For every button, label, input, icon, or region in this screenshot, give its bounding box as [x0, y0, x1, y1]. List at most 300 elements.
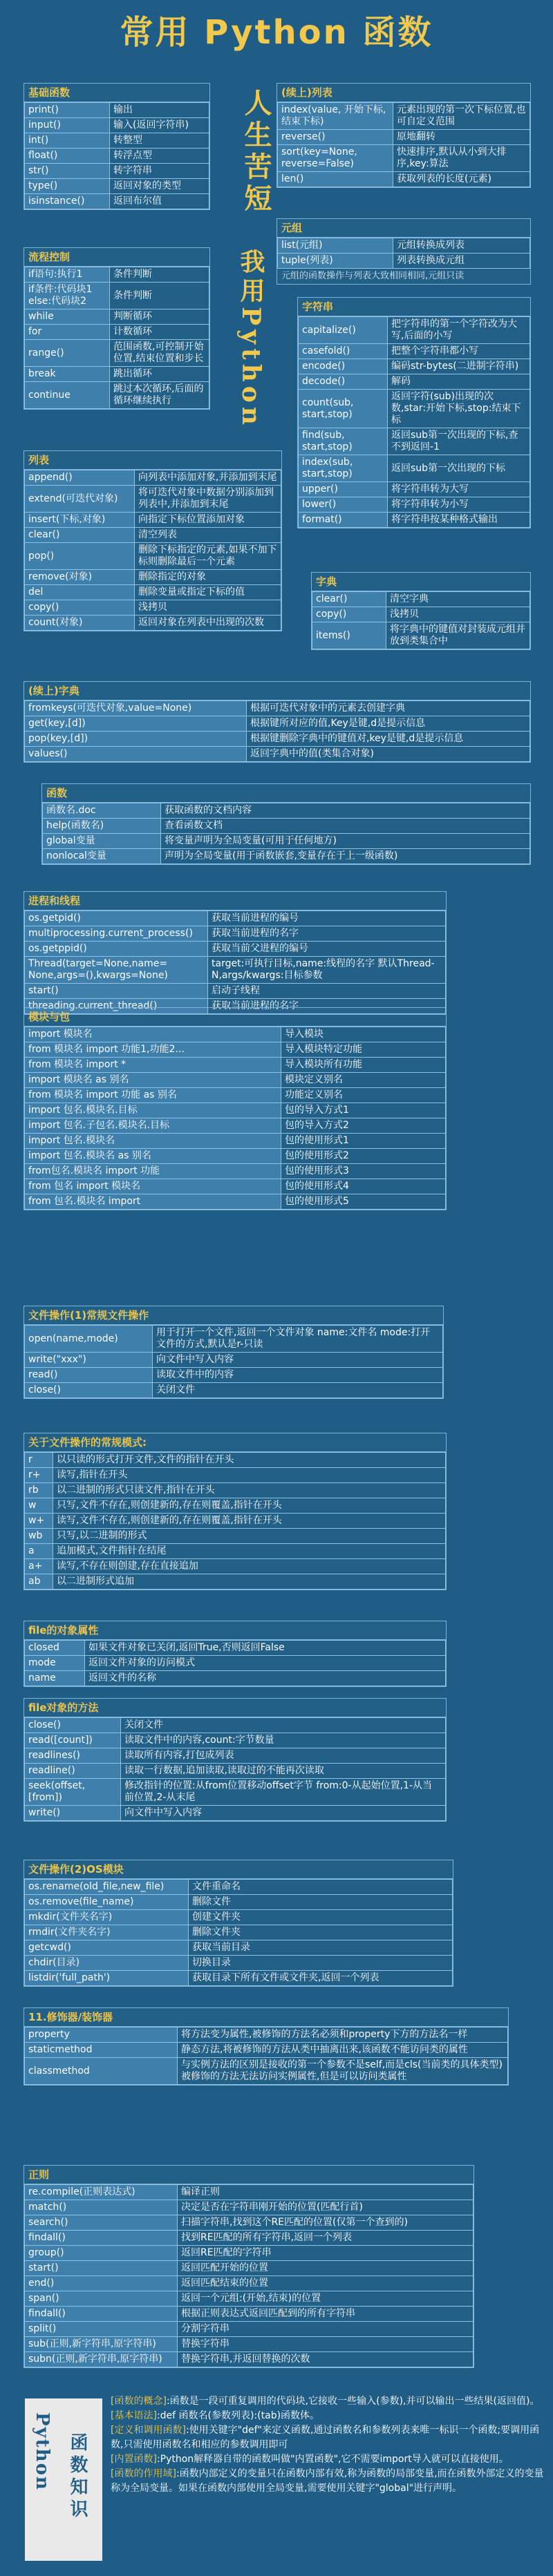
function-name-cell: sort(key=None, reverse=False) — [278, 145, 393, 172]
function-name-cell: closed — [25, 1641, 85, 1656]
function-name-cell: int() — [25, 133, 110, 149]
table-row — [25, 1925, 453, 1940]
table-row — [25, 340, 209, 367]
function-description-cell: 包的使用形式1 — [281, 1134, 446, 1149]
table-row — [25, 470, 281, 486]
table-row — [25, 2261, 474, 2276]
table-row — [299, 374, 530, 390]
tip-2-tag: [基本语法] — [111, 2410, 157, 2421]
function-table — [277, 238, 530, 269]
function-description-cell: 将可迭代对象中数据分别添加到列表中,并添加到末尾 — [135, 486, 281, 513]
function-name-cell: tuple(列表) — [278, 254, 393, 269]
table-row — [25, 2307, 474, 2322]
function-description-cell: 获取目录下所有文件或文件夹,返回一个列表 — [189, 1971, 453, 1986]
string-section — [297, 297, 531, 528]
function-description-cell: 编码str-bytes(二进制字符串) — [388, 359, 530, 374]
function-description-cell: 读取所有内容,打包成列表 — [121, 1748, 446, 1764]
file-ops-section — [24, 1306, 444, 1399]
function-description-cell: 以只读的形式打开文件,文件的指针在开头 — [53, 1453, 446, 1468]
function-description-cell: 读取文件中的内容,count:字节数量 — [121, 1733, 446, 1748]
dict-section — [311, 572, 531, 650]
table-row — [25, 267, 209, 283]
function-description-cell: 返回对象的类型 — [110, 179, 209, 194]
function-description-cell: 根据键删除字典中的键值对,key是键,d是提示信息 — [247, 732, 530, 747]
function-name-cell: format() — [299, 513, 388, 528]
table-row — [25, 1383, 443, 1398]
function-name-cell: len() — [278, 172, 393, 187]
function-description-cell: 返回匹配结束的位置 — [178, 2276, 474, 2291]
function-name-cell: from 模块名 import * — [25, 1058, 281, 1073]
table-row — [25, 1544, 446, 1559]
function-description-cell: 返回文件的名称 — [85, 1671, 446, 1686]
function-description-cell: 与实例方法的区别是接收的第一个参数不是self,而是cls(当前类的具体类型)被修饰的方法无法访问实例属性,但是可以访问类属性 — [178, 2058, 508, 2085]
function-description-cell: 把字符串的第一个字符改为大写,后面的小写 — [388, 317, 530, 344]
table-row — [25, 616, 281, 631]
table-row — [25, 2291, 474, 2307]
function-description-cell: 将字符串转为大写 — [388, 482, 530, 497]
function-name-cell: seek(offset, [from]) — [25, 1779, 121, 1806]
function-name-cell: r+ — [25, 1468, 53, 1483]
table-row — [25, 2043, 508, 2058]
function-description-cell: target:可执行目标,name:线程的名字 默认Thread-N,args/kwargs:目标参数 — [208, 957, 446, 984]
table-row — [25, 118, 209, 133]
function-table — [24, 910, 446, 1014]
section-title: 函数 — [42, 784, 530, 803]
function-name-cell: a — [25, 1544, 53, 1559]
function-description-cell: 导入模块特定功能 — [281, 1042, 446, 1058]
function-description-cell: 编译正则 — [178, 2185, 474, 2200]
function-description-cell: 获取当前目录 — [189, 1940, 453, 1956]
table-row — [25, 194, 209, 209]
table-row — [25, 2215, 474, 2231]
functions-section — [41, 783, 531, 865]
function-name-cell: ab — [25, 1574, 53, 1590]
table-row — [299, 455, 530, 482]
function-description-cell: 关闭文件 — [153, 1383, 443, 1398]
table-row — [25, 486, 281, 513]
function-name-cell: match() — [25, 2200, 178, 2215]
dict-continued-section — [24, 681, 531, 763]
function-description-cell: 返回一个元组:(开始,结束)的位置 — [178, 2291, 474, 2307]
function-name-cell: encode() — [299, 359, 388, 374]
function-name-cell: search() — [25, 2215, 178, 2231]
function-name-cell: split() — [25, 2322, 178, 2337]
function-description-cell: 将变量声明为全局变量(可用于任何地方) — [161, 834, 530, 849]
function-description-cell: 替换字符串 — [178, 2337, 474, 2352]
table-row — [25, 1656, 446, 1671]
table-row — [25, 367, 209, 382]
function-name-cell: help(函数名) — [43, 819, 161, 834]
function-name-cell: copy() — [25, 600, 135, 616]
function-name-cell: from包名.模块名 import 功能 — [25, 1164, 281, 1179]
function-description-cell: 跳过本次循环,后面的循环继续执行 — [110, 382, 209, 409]
function-name-cell: import 模块名 — [25, 1027, 281, 1042]
function-description-cell: 浅拷贝 — [386, 607, 530, 622]
function-name-cell: import 模块名 as 别名 — [25, 1073, 281, 1088]
table-row — [25, 325, 209, 340]
table-row — [25, 382, 209, 409]
function-description-cell: 根据正则表达式返回匹配到的所有字符串 — [178, 2307, 474, 2322]
function-name-cell: from 模块名 import 功能 as 别名 — [25, 1088, 281, 1103]
section-title: 文件操作(1)常规文件操作 — [24, 1306, 443, 1325]
tip-3-tag: [定义和调用函数] — [111, 2425, 186, 2436]
table-row — [299, 390, 530, 428]
table-row — [25, 1368, 443, 1383]
table-row — [25, 1895, 453, 1910]
function-description-cell: 返回文件对象的访问模式 — [85, 1656, 446, 1671]
function-name-cell: continue — [25, 382, 110, 409]
function-description-cell: 返回字典中的值(类集合对象) — [247, 747, 530, 762]
table-row — [25, 1498, 446, 1514]
tip-4-tag: [内置函数] — [111, 2454, 157, 2465]
function-description-cell: 快速排序,默认从小到大排序,key:算法 — [393, 145, 530, 172]
table-row — [299, 513, 530, 528]
function-description-cell: 列表转换成元组 — [393, 254, 530, 269]
table-row — [25, 984, 446, 999]
function-name-cell: group() — [25, 2246, 178, 2261]
function-name-cell: decode() — [299, 374, 388, 390]
table-row — [299, 317, 530, 344]
function-name-cell: if条件:代码块1 else:代码块2 — [25, 283, 110, 309]
tuple-section — [276, 218, 531, 285]
function-description-cell: 获取函数的文档内容 — [161, 803, 530, 819]
table-row — [25, 1134, 446, 1149]
function-name-cell: extend(可迭代对象) — [25, 486, 135, 513]
file-object-attrs-section — [24, 1621, 447, 1687]
function-description-cell: 条件判断 — [110, 267, 209, 283]
function-description-cell: 将字符串转为小写 — [388, 497, 530, 513]
table-row — [25, 1103, 446, 1118]
table-row — [25, 2246, 474, 2261]
section-title: 列表 — [24, 451, 281, 470]
section-title: 流程控制 — [24, 248, 209, 267]
function-name-cell: clear() — [312, 592, 386, 607]
table-row — [25, 911, 446, 926]
function-name-cell: import 包名.模块名 as 别名 — [25, 1149, 281, 1164]
function-name-cell: str() — [25, 164, 110, 179]
function-name-cell: rmdir(文件夹名字) — [25, 1925, 189, 1940]
function-name-cell: start() — [25, 984, 208, 999]
function-description-cell: 输入(返回字符串) — [110, 118, 209, 133]
table-row — [25, 103, 209, 118]
table-row — [25, 1748, 446, 1764]
slogan-right: 我用Python — [236, 249, 265, 429]
function-name-cell: del — [25, 585, 135, 600]
table-row — [25, 1118, 446, 1134]
function-description-cell: 导入模块 — [281, 1027, 446, 1042]
section-title: 11.修饰器/装饰器 — [24, 2008, 508, 2027]
function-table — [42, 803, 530, 864]
function-description-cell: 切换目录 — [189, 1956, 453, 1971]
function-table — [24, 470, 281, 631]
function-name-cell: global变量 — [43, 834, 161, 849]
function-name-cell: for — [25, 325, 110, 340]
table-row — [25, 1483, 446, 1498]
function-name-cell: end() — [25, 2276, 178, 2291]
function-name-cell: write("xxx") — [25, 1353, 153, 1368]
function-name-cell: os.remove(file_name) — [25, 1895, 189, 1910]
function-description-cell: 替换字符串,并返回替换的次数 — [178, 2352, 474, 2367]
function-description-cell: 返回sub第一次出现的下标,查不到返回-1 — [388, 428, 530, 455]
function-description-cell: 修改指针的位置:从from位置移动offset字节 from:0-从起始位置,1-从当前位置,2-从末尾 — [121, 1779, 446, 1806]
bottom-label-python: Python — [32, 2412, 53, 2491]
table-row — [25, 2185, 474, 2200]
table-row — [25, 942, 446, 957]
regex-section — [24, 2165, 474, 2368]
function-name-cell: index(sub, start,stop) — [299, 455, 388, 482]
function-name-cell: find(sub, start,stop) — [299, 428, 388, 455]
function-description-cell: 转整型 — [110, 133, 209, 149]
function-description-cell: 删除文件 — [189, 1895, 453, 1910]
section-title: file的对象属性 — [24, 1621, 446, 1640]
table-row — [25, 543, 281, 570]
table-row — [25, 2231, 474, 2246]
function-description-cell: 追加模式,文件指针在结尾 — [53, 1544, 446, 1559]
modules-packages-section — [24, 1007, 447, 1210]
table-row — [299, 428, 530, 455]
table-row — [25, 1733, 446, 1748]
function-table — [24, 700, 530, 762]
function-name-cell: close() — [25, 1718, 121, 1733]
function-description-cell: 获取列表的长度(元素) — [393, 172, 530, 187]
function-name-cell: name — [25, 1671, 85, 1686]
function-name-cell: write() — [25, 1806, 121, 1821]
function-name-cell: sub(正则,新字符串,原字符串) — [25, 2337, 178, 2352]
function-description-cell: 声明为全局变量(用于函数嵌套,变量存在于上一级函数) — [161, 849, 530, 864]
function-description-cell: 向指定下标位置添加对象 — [135, 513, 281, 528]
function-description-cell: 范围函数,可控制开始位置,结束位置和步长 — [110, 340, 209, 367]
table-row — [43, 803, 530, 819]
table-row — [278, 103, 530, 130]
function-description-cell: 查看函数文档 — [161, 819, 530, 834]
slogan-left: 人生苦短 — [240, 88, 272, 216]
table-row — [278, 254, 530, 269]
function-description-cell: 元素出现的第一次下标位置,也可自定义范围 — [393, 103, 530, 130]
function-table — [298, 316, 530, 528]
tip-3-text: :使用关键字"def"来定义函数,通过函数名和参数列表来唯一标识一个函数;要调用函数,只需使用函数名和相应的参数调用即可 — [111, 2425, 540, 2450]
function-name-cell: 函数名.doc — [43, 803, 161, 819]
function-name-cell: nonlocal变量 — [43, 849, 161, 864]
function-name-cell: append() — [25, 470, 135, 486]
function-description-cell: 删除变量或指定下标的值 — [135, 585, 281, 600]
table-row — [25, 2028, 508, 2043]
function-description-cell: 静态方法,将被修饰的方法从类中抽离出来,该函数不能访问类的属性 — [178, 2043, 508, 2058]
function-description-cell: 将字符串按某种格式输出 — [388, 513, 530, 528]
function-name-cell: casefold() — [299, 344, 388, 359]
section-title: file对象的方法 — [24, 1699, 446, 1717]
table-row — [25, 957, 446, 984]
section-note: 元组的函数操作与列表大致相同相同,元组只读 — [281, 271, 465, 281]
function-description-cell: 包的使用形式5 — [281, 1194, 446, 1210]
function-name-cell: open(name,mode) — [25, 1326, 153, 1353]
function-name-cell: w+ — [25, 1514, 53, 1529]
function-description-cell: 向文件中写入内容 — [121, 1806, 446, 1821]
function-description-cell: 关闭文件 — [121, 1718, 446, 1733]
function-description-cell: 返回RE匹配的字符串 — [178, 2246, 474, 2261]
section-title: 进程和线程 — [24, 892, 446, 910]
function-name-cell: if语句:执行1 — [25, 267, 110, 283]
table-row — [25, 1574, 446, 1590]
function-table — [24, 1879, 453, 1986]
table-row — [278, 238, 530, 254]
function-description-cell: 只写,以二进制的形式 — [53, 1529, 446, 1544]
function-description-cell: 根据可迭代对象中的元素去创建字典 — [247, 701, 530, 716]
function-name-cell: os.getppid() — [25, 942, 208, 957]
function-name-cell: rb — [25, 1483, 53, 1498]
function-name-cell: chdir(目录) — [25, 1956, 189, 1971]
function-name-cell: pop() — [25, 543, 135, 570]
function-name-cell: wb — [25, 1529, 53, 1544]
function-description-cell: 转浮点型 — [110, 149, 209, 164]
section-title: 模块与包 — [24, 1008, 446, 1027]
function-description-cell: 删除文件夹 — [189, 1925, 453, 1940]
function-table — [312, 591, 530, 649]
table-row — [25, 732, 530, 747]
function-name-cell: list(元组) — [278, 238, 393, 254]
table-row — [25, 1940, 453, 1956]
function-description-cell: 删除下标指定的元素,如果不加下标则删除最后一个元素 — [135, 543, 281, 570]
function-name-cell: fromkeys(可迭代对象,value=None) — [25, 701, 247, 716]
tip-1-text: :函数是一段可重复调用的代码块,它接收一些输入(参数),并可以输出一些结果(返回值)。 — [166, 2396, 540, 2407]
function-description-cell: 清空字典 — [386, 592, 530, 607]
function-name-cell: start() — [25, 2261, 178, 2276]
function-name-cell: Thread(target=None,name= None,args=(),kwargs=None) — [25, 957, 208, 984]
function-name-cell: findall() — [25, 2307, 178, 2322]
function-name-cell: count(sub, start,stop) — [299, 390, 388, 428]
table-row — [25, 2352, 474, 2367]
function-name-cell: findall() — [25, 2231, 178, 2246]
function-name-cell: mkdir(文件夹名字) — [25, 1910, 189, 1925]
table-row — [25, 1910, 453, 1925]
function-description-cell: 返回匹配开始的位置 — [178, 2261, 474, 2276]
function-description-cell: 获取当前父进程的编号 — [208, 942, 446, 957]
function-description-cell: 元组转换成列表 — [393, 238, 530, 254]
function-name-cell: threading.current_thread() — [25, 999, 208, 1014]
list-continued-section — [276, 83, 531, 188]
table-row — [278, 130, 530, 145]
function-description-cell: 扫描字符串,找到这个RE匹配的位置(仅第一个查到的) — [178, 2215, 474, 2231]
function-description-cell: 条件判断 — [110, 283, 209, 309]
table-row — [25, 2276, 474, 2291]
section-title: 文件操作(2)OS模块 — [24, 1860, 453, 1879]
function-description-cell: 清空列表 — [135, 528, 281, 543]
function-description-cell: 跳出循环 — [110, 367, 209, 382]
section-title: (续上)字典 — [24, 682, 530, 700]
table-row — [25, 1529, 446, 1544]
function-name-cell: remove(对象) — [25, 570, 135, 585]
tip-4-text: :Python解释器自带的函数叫做"内置函数",它不需要import导入就可以直接使用。 — [156, 2454, 509, 2465]
table-row — [25, 1718, 446, 1733]
function-name-cell: span() — [25, 2291, 178, 2307]
bottom-label-function-knowledge: 函数知识 — [67, 2433, 88, 2521]
function-name-cell: property — [25, 2028, 178, 2043]
function-description-cell: 将方法变为属性,被修饰的方法名必须和property下方的方法名一样 — [178, 2028, 508, 2043]
function-table — [24, 2027, 508, 2085]
function-name-cell: readlines() — [25, 1748, 121, 1764]
function-description-cell: 如果文件对象已关闭,返回True,否则返回False — [85, 1641, 446, 1656]
table-row — [25, 1514, 446, 1529]
function-description-cell: 把整个字符串都小写 — [388, 344, 530, 359]
table-row — [25, 283, 209, 309]
function-table — [24, 2184, 474, 2367]
function-name-cell: range() — [25, 340, 110, 367]
function-description-cell: 读写,不存在则创建,存在直接追加 — [53, 1559, 446, 1574]
function-description-cell: 返回sub第一次出现的下标 — [388, 455, 530, 482]
table-row — [299, 482, 530, 497]
function-name-cell: while — [25, 309, 110, 325]
function-description-cell: 转字符串 — [110, 164, 209, 179]
function-name-cell: import 包名.模块名 — [25, 1134, 281, 1149]
function-description-cell: 向列表中添加对象,并添加到末尾 — [135, 470, 281, 486]
tip-5-text: :函数内部定义的变量只在函数内部有效,称为函数的局部变量,而在函数外部定义的变量称为全局变量。如果在函数内部使用全局变量,需要使用关键字"global"进行声明。 — [111, 2468, 544, 2494]
table-row — [25, 2058, 508, 2085]
table-row — [25, 1806, 446, 1821]
function-name-cell: isinstance() — [25, 194, 110, 209]
function-name-cell: subn(正则,新字符串,原字符串) — [25, 2352, 178, 2367]
basic-functions-section — [24, 83, 210, 210]
function-description-cell: 包的使用形式4 — [281, 1179, 446, 1194]
function-name-cell: float() — [25, 149, 110, 164]
function-description-cell: 获取当前进程的名字 — [208, 926, 446, 942]
table-row — [25, 1164, 446, 1179]
section-title: 字典 — [312, 573, 530, 591]
function-description-cell: 以二进制形式追加 — [53, 1574, 446, 1590]
table-row — [25, 570, 281, 585]
table-row — [299, 359, 530, 374]
function-name-cell: pop(key,[d]) — [25, 732, 247, 747]
table-row — [25, 585, 281, 600]
function-name-cell: values() — [25, 747, 247, 762]
table-row — [25, 701, 530, 716]
function-description-cell: 输出 — [110, 103, 209, 118]
function-name-cell: print() — [25, 103, 110, 118]
table-row — [25, 600, 281, 616]
section-title: 基础函数 — [24, 84, 209, 102]
table-row — [25, 926, 446, 942]
function-name-cell: re.compile(正则表达式) — [25, 2185, 178, 2200]
function-description-cell: 创建文件夹 — [189, 1910, 453, 1925]
function-name-cell: get(key,[d]) — [25, 716, 247, 732]
function-description-cell: 以二进制的形式只读文件,指针在开头 — [53, 1483, 446, 1498]
function-name-cell: multiprocessing.current_process() — [25, 926, 208, 942]
function-description-cell: 向文件中写入内容 — [153, 1353, 443, 1368]
table-row — [278, 172, 530, 187]
function-description-cell: 包的导入方式1 — [281, 1103, 446, 1118]
table-row — [43, 849, 530, 864]
function-description-cell: 返回布尔值 — [110, 194, 209, 209]
table-row — [25, 1468, 446, 1483]
function-description-cell: 找到RE匹配的所有字符串,返回一个列表 — [178, 2231, 474, 2246]
tip-2-text: :def 函数名(参数列表):(tab)函数体。 — [156, 2410, 320, 2421]
table-row — [25, 2322, 474, 2337]
function-name-cell: read() — [25, 1368, 153, 1383]
list-section — [24, 450, 282, 631]
function-name-cell: reverse() — [278, 130, 393, 145]
function-description-cell: 将字典中的键值对封装成元组并放到类集合中 — [386, 622, 530, 649]
function-description-cell: 判断循环 — [110, 309, 209, 325]
function-description-cell: 只写,文件不存在,则创建新的,存在则覆盖,指针在开头 — [53, 1498, 446, 1514]
function-table — [24, 1452, 446, 1590]
function-name-cell: insert(下标,对象) — [25, 513, 135, 528]
function-name-cell: count(对象) — [25, 616, 135, 631]
function-description-cell: 用于打开一个文件,返回一个文件对象 name:文件名 mode:打开文件的方式,默认是r-只读 — [153, 1326, 443, 1353]
function-name-cell: a+ — [25, 1559, 53, 1574]
table-row — [25, 1194, 446, 1210]
function-description-cell: 读写,文件不存在,则创建新的,存在则覆盖,指针在开头 — [53, 1514, 446, 1529]
table-row — [278, 145, 530, 172]
table-row — [25, 1764, 446, 1779]
table-row — [299, 344, 530, 359]
